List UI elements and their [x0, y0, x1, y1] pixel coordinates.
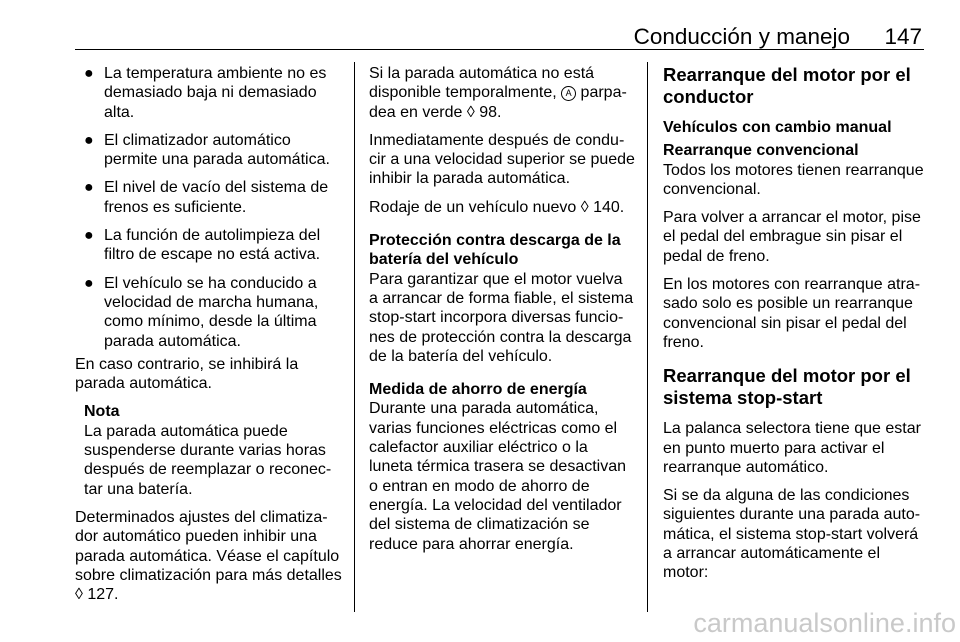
list-item-text: La función de autolimpieza del filtro de escape no está activa.	[104, 227, 321, 264]
column-divider-2	[647, 62, 648, 612]
section-title: Conducción y manejo	[633, 24, 850, 49]
list-item-text: El nivel de vacío del sistema de frenos es suficiente.	[104, 179, 329, 216]
bullet-icon: ●	[84, 274, 94, 292]
paragraph-temporarily-text-a: Si la parada automática no está disponible temporalmente,	[369, 65, 595, 102]
heading-conventional-restart: Rearranque convencional	[663, 142, 859, 160]
autostop-icon: A	[561, 86, 576, 101]
page-ref-arrow-icon: ◊	[466, 103, 475, 121]
page-number: 147	[884, 24, 922, 49]
heading-energy-saving: Medida de ahorro de energía	[369, 381, 587, 399]
watermark: carmanualsonline.info	[693, 608, 956, 638]
paragraph-otherwise: En caso contrario, se inhibirá la parada automática.	[75, 355, 299, 393]
heading-manual-transmission: Vehículos con cambio manual	[663, 119, 892, 136]
paragraph-climate-text: Determinados ajustes del climatiza-dor automático pueden inhibir una parada automática. Véase el capítulo sobre climatización para más detalles	[75, 508, 342, 584]
paragraph-delayed-restart: En los motores con rearranque atra-sado solo es posible un rearranque convencional sin pisar el pedal del freno.	[663, 276, 921, 351]
bullet-icon: ●	[84, 179, 94, 197]
paragraph-neutral: La palanca selectora tiene que estar en punto muerto para activar el rearranque automático.	[663, 420, 921, 476]
list-item	[75, 64, 345, 122]
note-title: Nota	[84, 403, 120, 421]
paragraph-immediately: Inmediatamente después de condu-cir a una velocidad superior se puede inhibir la parada automática.	[369, 131, 635, 188]
page-header	[75, 10, 924, 50]
bullet-icon: ●	[84, 227, 94, 245]
list-item-text: El climatizador automático permite una parada automática.	[104, 131, 330, 169]
page-ref-number: 98.	[479, 103, 502, 121]
paragraph-restart-clutch: Para volver a arrancar el motor, pise el pedal del embrague sin pisar el pedal de freno.	[663, 209, 921, 265]
list-item	[75, 274, 345, 351]
list-item	[75, 178, 345, 217]
column-3	[663, 64, 929, 592]
paragraph-battery: Para garantizar que el motor vuelva a arrancar de forma fiable, el sistema stop-start incorpora diversas funcio-nes de protección contra la descarga de la batería del vehículo.	[369, 270, 634, 365]
paragraph-breakin	[369, 198, 635, 217]
bullet-icon: ●	[84, 131, 94, 149]
column-1	[75, 64, 345, 613]
page-ref-arrow-icon: ◊	[580, 198, 589, 216]
heading-restart-by-system: Rearranque del motor por el sistema stop-start	[663, 365, 911, 408]
heading-battery-protection: Protección contra descarga de la batería del vehículo	[369, 232, 621, 269]
bullet-icon: ●	[84, 65, 94, 82]
list-item	[75, 131, 345, 170]
paragraph-temporarily-text-b: parpa-dea en verde	[369, 84, 627, 121]
page-ref-arrow-icon: ◊	[75, 586, 83, 604]
page-ref-number: 127.	[87, 586, 119, 604]
column-2	[369, 64, 635, 563]
paragraph-conventional: Todos los motores tienen rearranque convencional.	[663, 161, 924, 198]
paragraph-climate	[75, 508, 345, 604]
paragraph-conditions: Si se da alguna de las condiciones siguientes durante una parada auto-mática, el sistema stop-start volverá a arrancar automáticamente el motor:	[663, 487, 921, 582]
paragraph-energy: Durante una parada automática, varias funciones eléctricas como el calefactor auxiliar eléctrico o la luneta térmica trasera se desactivan o entran en modo de ahorro de energía. La velocidad del ventilador del sistema de climatización se reduce para ahorrar energía.	[369, 400, 627, 553]
column-divider-1	[354, 62, 355, 612]
page-ref-number: 140.	[593, 198, 625, 216]
note-text: La parada automática puede suspenderse durante varias horas después de reemplazar o reconec-tar una batería.	[84, 422, 332, 498]
list-item	[75, 226, 345, 265]
list-item-text: El vehículo se ha conducido a velocidad de marcha humana, como mínimo, desde la última parada automática.	[104, 274, 319, 350]
paragraph-breakin-text: Rodaje de un vehículo nuevo	[369, 198, 581, 216]
heading-restart-by-driver: Rearranque del motor por el conductor	[663, 64, 911, 107]
note-box	[75, 402, 345, 498]
paragraph-temporarily	[369, 64, 635, 122]
list-item-text: La temperatura ambiente no es demasiado baja ni demasiado alta.	[104, 65, 327, 121]
